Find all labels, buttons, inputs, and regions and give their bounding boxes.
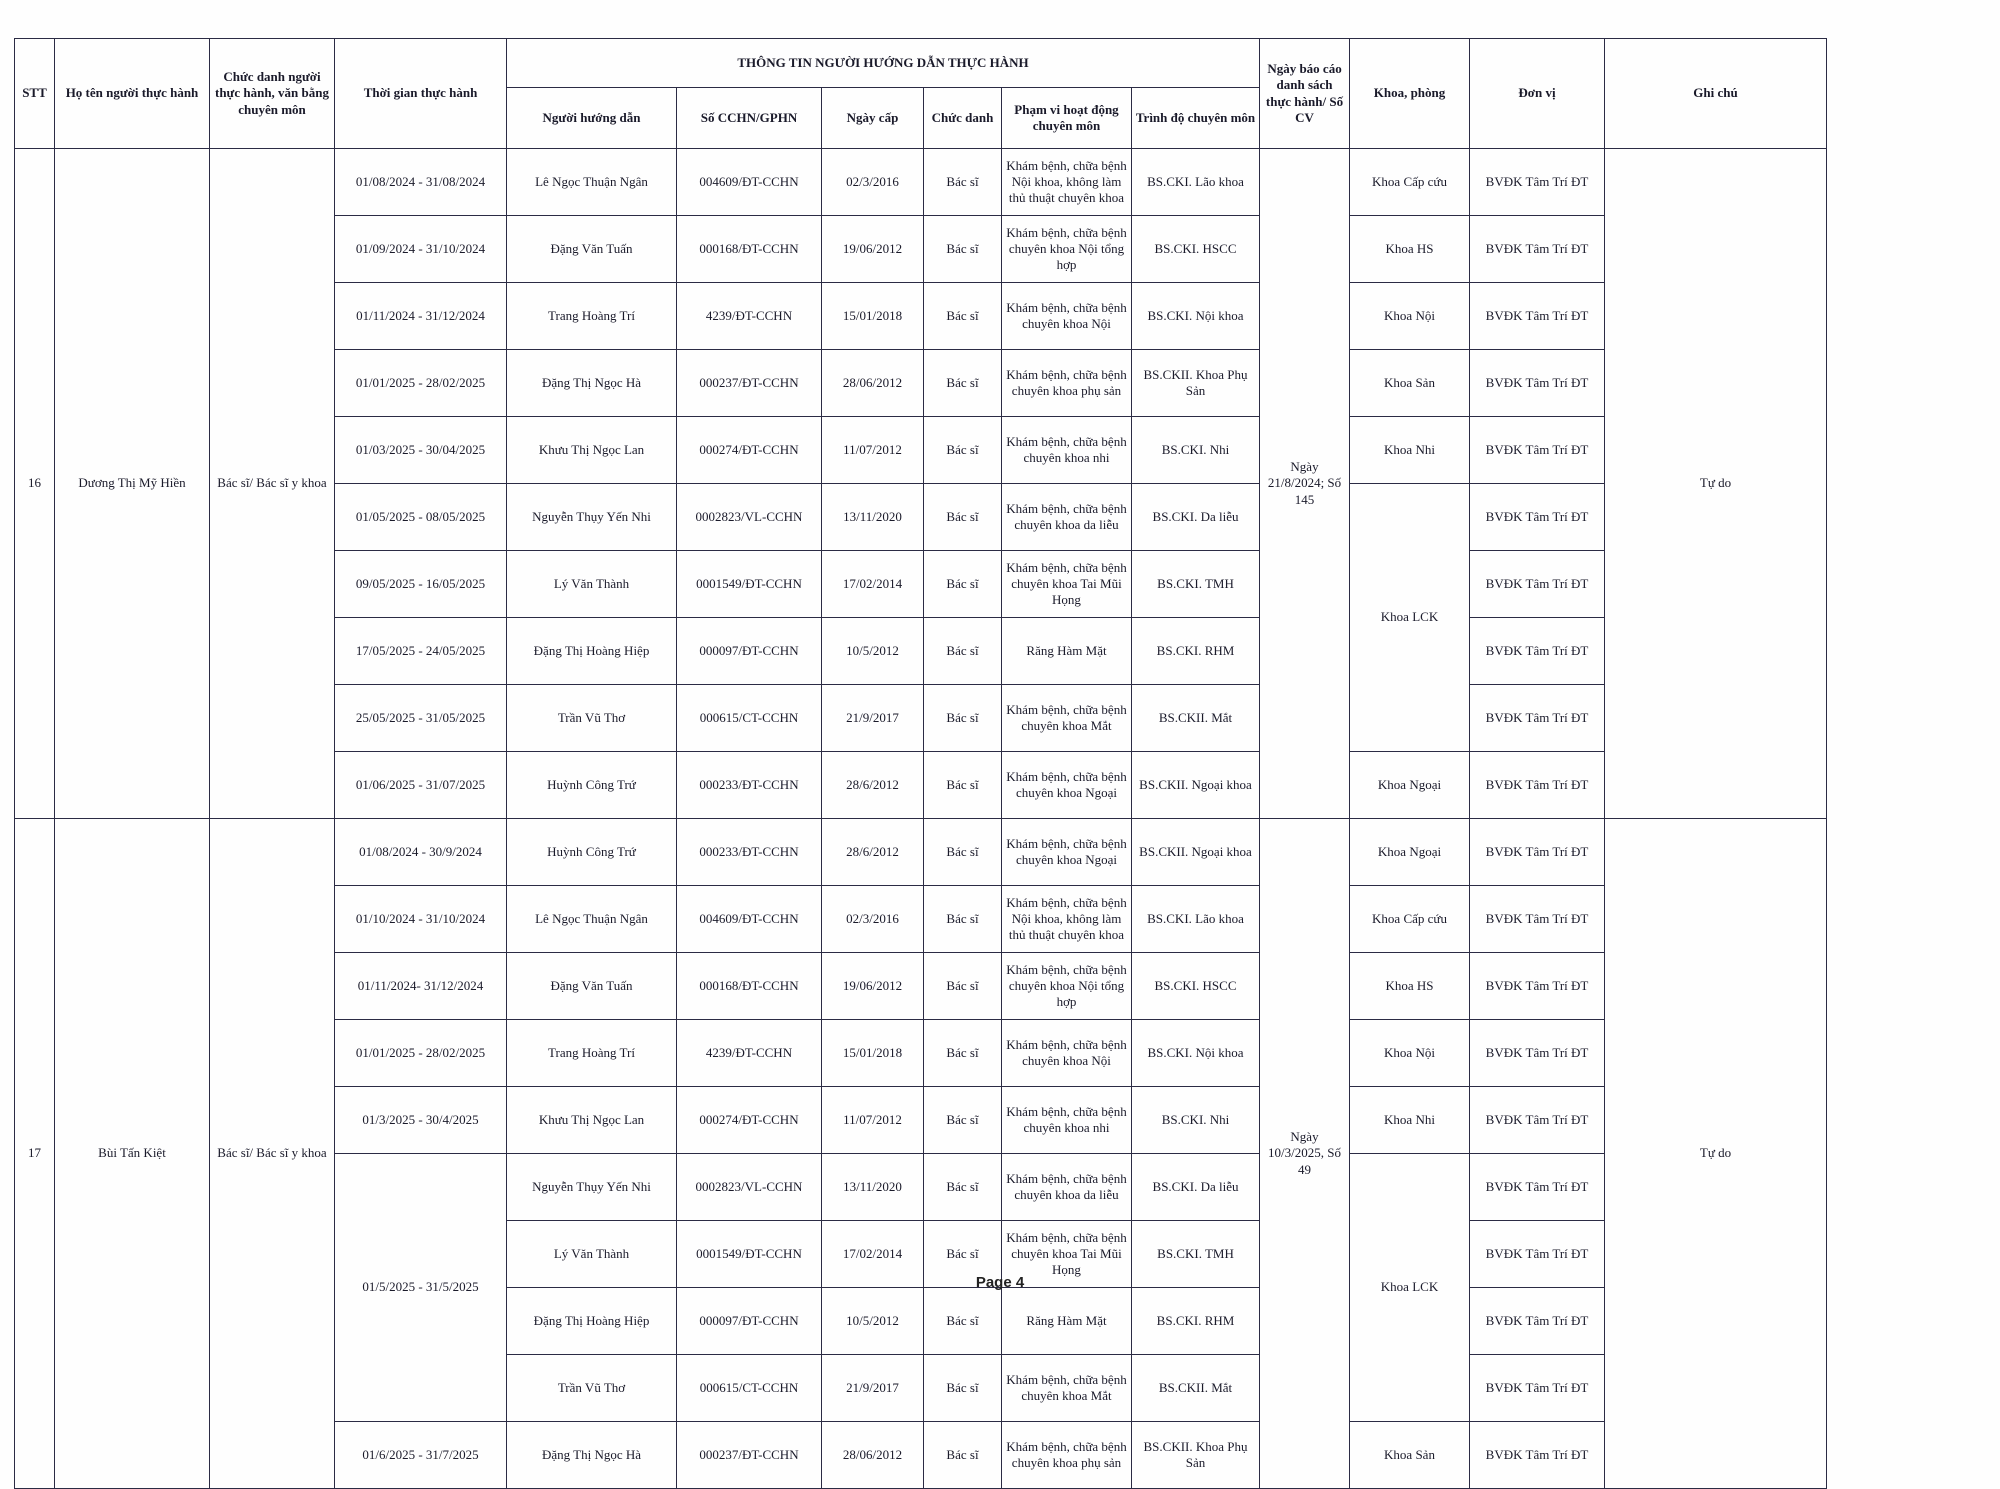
license-cell: 000274/ĐT-CCHN [677,1087,822,1154]
qualification-cell: BS.CKI. Lão khoa [1132,886,1260,953]
position-cell: Bác sĩ [924,1020,1002,1087]
issue-date-cell: 28/06/2012 [822,350,924,417]
stt-cell: 16 [15,149,55,819]
instructor-cell: Trang Hoàng Trí [507,1020,677,1087]
period-cell: 01/09/2024 - 31/10/2024 [335,216,507,283]
unit-cell: BVĐK Tâm Trí ĐT [1470,1087,1605,1154]
period-cell: 01/01/2025 - 28/02/2025 [335,1020,507,1087]
department-cell: Khoa Cấp cứu [1350,886,1470,953]
trainee-title: Bác sĩ/ Bác sĩ y khoa [210,819,335,1489]
instructor-cell: Đặng Văn Tuấn [507,216,677,283]
header-trainee-name: Họ tên người thực hành [55,39,210,149]
issue-date-cell: 19/06/2012 [822,953,924,1020]
scope-cell: Khám bệnh, chữa bệnh chuyên khoa da liễu [1002,1154,1132,1221]
header-title-degree: Chức danh người thực hành, văn bằng chuyên môn [210,39,335,149]
report-cell: Ngày 10/3/2025, Số 49 [1260,819,1350,1489]
period-cell: 01/01/2025 - 28/02/2025 [335,350,507,417]
unit-cell: BVĐK Tâm Trí ĐT [1470,1020,1605,1087]
qualification-cell: BS.CKI. RHM [1132,1288,1260,1355]
department-cell: Khoa Sản [1350,350,1470,417]
header-stt: STT [15,39,55,149]
license-cell: 000615/CT-CCHN [677,1355,822,1422]
qualification-cell: BS.CKI. TMH [1132,551,1260,618]
instructor-cell: Trần Vũ Thơ [507,1355,677,1422]
qualification-cell: BS.CKI. Nhi [1132,1087,1260,1154]
period-cell: 01/11/2024- 31/12/2024 [335,953,507,1020]
issue-date-cell: 10/5/2012 [822,618,924,685]
page-number: Page 4 [975,1274,1025,1291]
unit-cell: BVĐK Tâm Trí ĐT [1470,1288,1605,1355]
license-cell: 004609/ĐT-CCHN [677,149,822,216]
scope-cell: Khám bệnh, chữa bệnh chuyên khoa Nội tổng hợp [1002,216,1132,283]
unit-cell: BVĐK Tâm Trí ĐT [1470,350,1605,417]
header-report: Ngày báo cáo danh sách thực hành/ Số CV [1260,39,1350,149]
position-cell: Bác sĩ [924,886,1002,953]
issue-date-cell: 02/3/2016 [822,149,924,216]
position-cell: Bác sĩ [924,953,1002,1020]
issue-date-cell: 28/6/2012 [822,819,924,886]
issue-date-cell: 17/02/2014 [822,1221,924,1288]
issue-date-cell: 19/06/2012 [822,216,924,283]
scope-cell: Khám bệnh, chữa bệnh chuyên khoa nhi [1002,1087,1132,1154]
department-cell: Khoa Nhi [1350,417,1470,484]
instructor-cell: Đặng Thị Ngọc Hà [507,1422,677,1489]
table-row [15,149,1827,216]
unit-cell: BVĐK Tâm Trí ĐT [1470,283,1605,350]
position-cell: Bác sĩ [924,1221,1002,1288]
position-cell: Bác sĩ [924,1355,1002,1422]
header-issue-date: Ngày cấp [822,88,924,149]
unit-cell: BVĐK Tâm Trí ĐT [1470,953,1605,1020]
issue-date-cell: 15/01/2018 [822,1020,924,1087]
position-cell: Bác sĩ [924,1288,1002,1355]
license-cell: 000168/ĐT-CCHN [677,953,822,1020]
scope-cell: Khám bệnh, chữa bệnh chuyên khoa Tai Mũi Họng [1002,551,1132,618]
instructor-cell: Đặng Văn Tuấn [507,953,677,1020]
license-cell: 000274/ĐT-CCHN [677,417,822,484]
period-cell: 01/3/2025 - 30/4/2025 [335,1087,507,1154]
scope-cell: Khám bệnh, chữa bệnh chuyên khoa Mắt [1002,1355,1132,1422]
unit-cell: BVĐK Tâm Trí ĐT [1470,484,1605,551]
header-department: Khoa, phòng [1350,39,1470,149]
period-cell: 01/08/2024 - 31/08/2024 [335,149,507,216]
note-cell: Tự do [1605,149,1827,819]
period-cell: 01/05/2025 - 08/05/2025 [335,484,507,551]
report-cell: Ngày 21/8/2024; Số 145 [1260,149,1350,819]
qualification-cell: BS.CKI. Nội khoa [1132,283,1260,350]
header-period: Thời gian thực hành [335,39,507,149]
position-cell: Bác sĩ [924,819,1002,886]
position-cell: Bác sĩ [924,1422,1002,1489]
position-cell: Bác sĩ [924,551,1002,618]
license-cell: 000237/ĐT-CCHN [677,1422,822,1489]
license-cell: 000168/ĐT-CCHN [677,216,822,283]
department-cell: Khoa LCK [1350,1154,1470,1422]
unit-cell: BVĐK Tâm Trí ĐT [1470,149,1605,216]
period-cell: 01/06/2025 - 31/07/2025 [335,752,507,819]
position-cell: Bác sĩ [924,283,1002,350]
period-cell: 01/6/2025 - 31/7/2025 [335,1422,507,1489]
issue-date-cell: 13/11/2020 [822,484,924,551]
unit-cell: BVĐK Tâm Trí ĐT [1470,1154,1605,1221]
department-cell: Khoa Nội [1350,1020,1470,1087]
department-cell: Khoa Nhi [1350,1087,1470,1154]
header-instructor: Người hướng dẫn [507,88,677,149]
unit-cell: BVĐK Tâm Trí ĐT [1470,685,1605,752]
scope-cell: Răng Hàm Mặt [1002,618,1132,685]
qualification-cell: BS.CKI. HSCC [1132,953,1260,1020]
position-cell: Bác sĩ [924,685,1002,752]
unit-cell: BVĐK Tâm Trí ĐT [1470,819,1605,886]
scope-cell: Khám bệnh, chữa bệnh chuyên khoa Mắt [1002,685,1132,752]
unit-cell: BVĐK Tâm Trí ĐT [1470,1221,1605,1288]
license-cell: 000097/ĐT-CCHN [677,618,822,685]
unit-cell: BVĐK Tâm Trí ĐT [1470,1355,1605,1422]
issue-date-cell: 02/3/2016 [822,886,924,953]
note-cell: Tự do [1605,819,1827,1489]
issue-date-cell: 10/5/2012 [822,1288,924,1355]
position-cell: Bác sĩ [924,149,1002,216]
scope-cell: Khám bệnh, chữa bệnh chuyên khoa Ngoại [1002,819,1132,886]
license-cell: 000233/ĐT-CCHN [677,819,822,886]
qualification-cell: BS.CKII. Mắt [1132,685,1260,752]
period-cell: 01/11/2024 - 31/12/2024 [335,283,507,350]
unit-cell: BVĐK Tâm Trí ĐT [1470,417,1605,484]
qualification-cell: BS.CKII. Khoa Phụ Sản [1132,1422,1260,1489]
period-cell: 01/10/2024 - 31/10/2024 [335,886,507,953]
header-instructor-group: THÔNG TIN NGƯỜI HƯỚNG DẪN THỰC HÀNH [507,39,1260,88]
qualification-cell: BS.CKI. Nội khoa [1132,1020,1260,1087]
scope-cell: Khám bệnh, chữa bệnh chuyên khoa Tai Mũi Họng [1002,1221,1132,1288]
license-cell: 0002823/VL-CCHN [677,484,822,551]
period-cell: 09/05/2025 - 16/05/2025 [335,551,507,618]
instructor-cell: Khưu Thị Ngọc Lan [507,417,677,484]
instructor-cell: Trang Hoàng Trí [507,283,677,350]
document-sheet [14,38,1826,1489]
unit-cell: BVĐK Tâm Trí ĐT [1470,752,1605,819]
department-cell: Khoa LCK [1350,484,1470,752]
scope-cell: Khám bệnh, chữa bệnh chuyên khoa Nội tổng hợp [1002,953,1132,1020]
issue-date-cell: 15/01/2018 [822,283,924,350]
department-cell: Khoa Ngoại [1350,819,1470,886]
position-cell: Bác sĩ [924,417,1002,484]
period-cell: 01/08/2024 - 30/9/2024 [335,819,507,886]
qualification-cell: BS.CKII. Ngoại khoa [1132,819,1260,886]
period-cell: 01/03/2025 - 30/04/2025 [335,417,507,484]
license-cell: 0001549/ĐT-CCHN [677,1221,822,1288]
instructor-cell: Khưu Thị Ngọc Lan [507,1087,677,1154]
instructor-cell: Nguyễn Thụy Yến Nhi [507,1154,677,1221]
qualification-cell: BS.CKI. Da liễu [1132,484,1260,551]
position-cell: Bác sĩ [924,350,1002,417]
practice-table [14,38,1827,1489]
instructor-cell: Huỳnh Công Trứ [507,752,677,819]
qualification-cell: BS.CKI. Lão khoa [1132,149,1260,216]
scope-cell: Răng Hàm Mặt [1002,1288,1132,1355]
unit-cell: BVĐK Tâm Trí ĐT [1470,886,1605,953]
position-cell: Bác sĩ [924,216,1002,283]
trainee-name: Bùi Tấn Kiệt [55,819,210,1489]
scope-cell: Khám bệnh, chữa bệnh chuyên khoa phụ sản [1002,350,1132,417]
license-cell: 000233/ĐT-CCHN [677,752,822,819]
issue-date-cell: 28/6/2012 [822,752,924,819]
instructor-cell: Trần Vũ Thơ [507,685,677,752]
unit-cell: BVĐK Tâm Trí ĐT [1470,551,1605,618]
period-cell: 25/05/2025 - 31/05/2025 [335,685,507,752]
scope-cell: Khám bệnh, chữa bệnh chuyên khoa da liễu [1002,484,1132,551]
issue-date-cell: 21/9/2017 [822,1355,924,1422]
qualification-cell: BS.CKI. Da liễu [1132,1154,1260,1221]
header-scope: Phạm vi hoạt động chuyên môn [1002,88,1132,149]
table-header [15,39,1827,149]
department-cell: Khoa HS [1350,953,1470,1020]
instructor-cell: Huỳnh Công Trứ [507,819,677,886]
instructor-cell: Lê Ngọc Thuận Ngân [507,886,677,953]
instructor-cell: Lý Văn Thành [507,1221,677,1288]
scope-cell: Khám bệnh, chữa bệnh chuyên khoa nhi [1002,417,1132,484]
issue-date-cell: 17/02/2014 [822,551,924,618]
unit-cell: BVĐK Tâm Trí ĐT [1470,216,1605,283]
department-cell: Khoa Sản [1350,1422,1470,1489]
trainee-name: Dương Thị Mỹ Hiền [55,149,210,819]
qualification-cell: BS.CKI. Nhi [1132,417,1260,484]
scope-cell: Khám bệnh, chữa bệnh chuyên khoa phụ sản [1002,1422,1132,1489]
scope-cell: Khám bệnh, chữa bệnh Nội khoa, không làm thủ thuật chuyên khoa [1002,149,1132,216]
qualification-cell: BS.CKII. Khoa Phụ Sản [1132,350,1260,417]
position-cell: Bác sĩ [924,1154,1002,1221]
qualification-cell: BS.CKII. Mắt [1132,1355,1260,1422]
scope-cell: Khám bệnh, chữa bệnh chuyên khoa Ngoại [1002,752,1132,819]
instructor-cell: Lê Ngọc Thuận Ngân [507,149,677,216]
scope-cell: Khám bệnh, chữa bệnh Nội khoa, không làm thủ thuật chuyên khoa [1002,886,1132,953]
issue-date-cell: 11/07/2012 [822,417,924,484]
position-cell: Bác sĩ [924,752,1002,819]
department-cell: Khoa HS [1350,216,1470,283]
license-cell: 0002823/VL-CCHN [677,1154,822,1221]
instructor-cell: Đặng Thị Hoàng Hiệp [507,1288,677,1355]
license-cell: 4239/ĐT-CCHN [677,1020,822,1087]
department-cell: Khoa Ngoại [1350,752,1470,819]
header-position: Chức danh [924,88,1002,149]
issue-date-cell: 28/06/2012 [822,1422,924,1489]
issue-date-cell: 13/11/2020 [822,1154,924,1221]
license-cell: 0001549/ĐT-CCHN [677,551,822,618]
unit-cell: BVĐK Tâm Trí ĐT [1470,1422,1605,1489]
unit-cell: BVĐK Tâm Trí ĐT [1470,618,1605,685]
period-cell: 17/05/2025 - 24/05/2025 [335,618,507,685]
position-cell: Bác sĩ [924,484,1002,551]
header-license: Số CCHN/GPHN [677,88,822,149]
qualification-cell: BS.CKI. TMH [1132,1221,1260,1288]
scope-cell: Khám bệnh, chữa bệnh chuyên khoa Nội [1002,283,1132,350]
license-cell: 004609/ĐT-CCHN [677,886,822,953]
license-cell: 4239/ĐT-CCHN [677,283,822,350]
department-cell: Khoa Nội [1350,283,1470,350]
instructor-cell: Đặng Thị Hoàng Hiệp [507,618,677,685]
position-cell: Bác sĩ [924,618,1002,685]
header-qualification: Trình độ chuyên môn [1132,88,1260,149]
issue-date-cell: 21/9/2017 [822,685,924,752]
header-note: Ghi chú [1605,39,1827,149]
instructor-cell: Lý Văn Thành [507,551,677,618]
header-unit: Đơn vị [1470,39,1605,149]
qualification-cell: BS.CKII. Ngoại khoa [1132,752,1260,819]
qualification-cell: BS.CKI. RHM [1132,618,1260,685]
license-cell: 000615/CT-CCHN [677,685,822,752]
qualification-cell: BS.CKI. HSCC [1132,216,1260,283]
license-cell: 000237/ĐT-CCHN [677,350,822,417]
instructor-cell: Đặng Thị Ngọc Hà [507,350,677,417]
department-cell: Khoa Cấp cứu [1350,149,1470,216]
instructor-cell: Nguyễn Thụy Yến Nhi [507,484,677,551]
scope-cell: Khám bệnh, chữa bệnh chuyên khoa Nội [1002,1020,1132,1087]
position-cell: Bác sĩ [924,1087,1002,1154]
stt-cell: 17 [15,819,55,1489]
issue-date-cell: 11/07/2012 [822,1087,924,1154]
license-cell: 000097/ĐT-CCHN [677,1288,822,1355]
trainee-title: Bác sĩ/ Bác sĩ y khoa [210,149,335,819]
table-row [15,819,1827,886]
period-cell: 01/5/2025 - 31/5/2025 [335,1154,507,1422]
